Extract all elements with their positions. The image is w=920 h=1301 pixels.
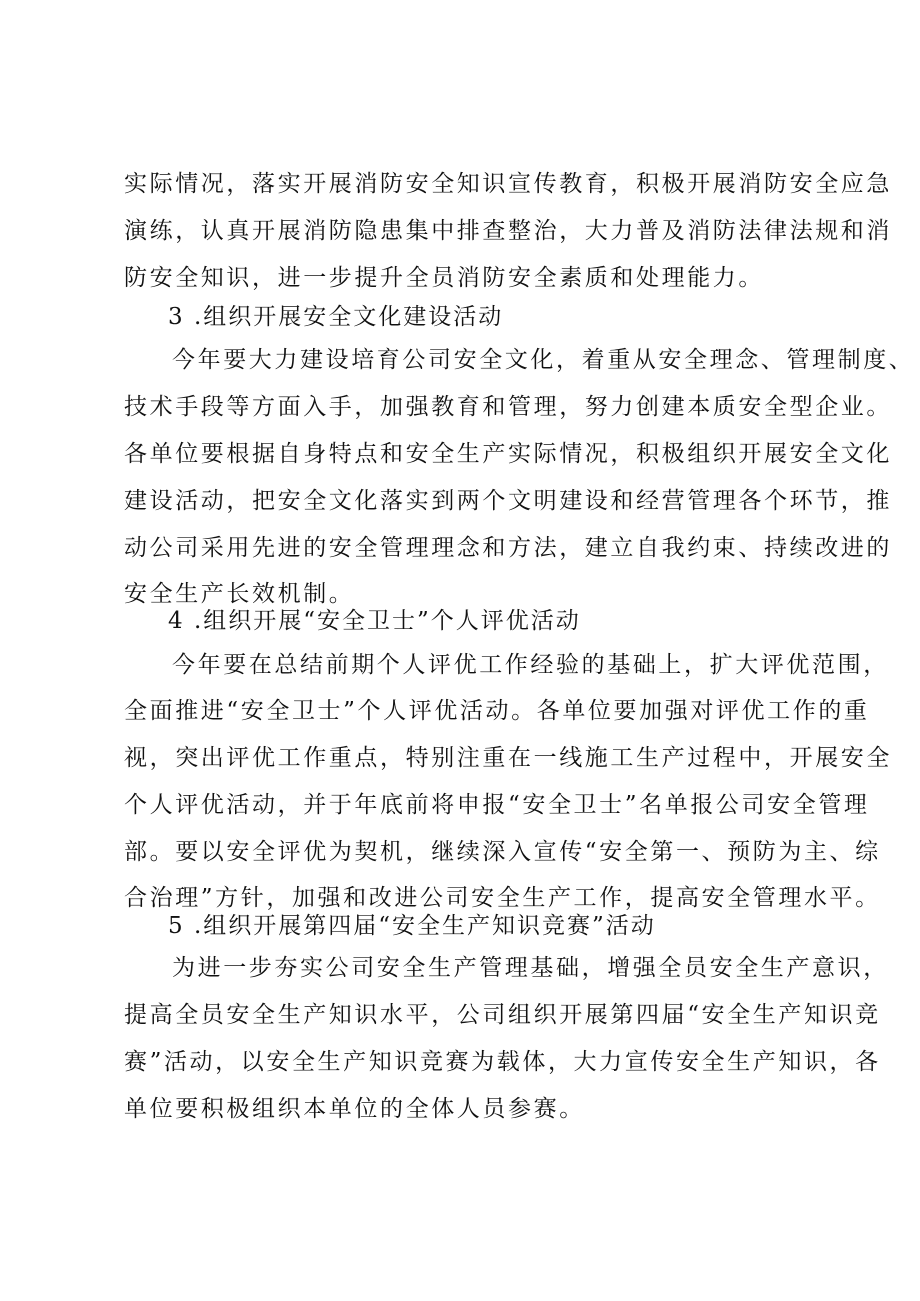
body-text-line: 提高全员安全生产知识水平，公司组织开展第四届“安全生产知识竞 — [124, 1002, 881, 1028]
body-text-line: 合治理”方针，加强和改进公司安全生产工作，提高安全管理水平。 — [124, 885, 881, 911]
section-heading-3: 3 .组织开展安全文化建设活动 — [168, 304, 504, 330]
body-text-line: 个人评优活动，并于年底前将申报“安全卫士”名单报公司安全管理 — [124, 792, 870, 818]
body-text-line: 动公司采用先进的安全管理理念和方法，建立自我约束、持续改进的 — [124, 535, 892, 561]
body-text-line: 各单位要根据自身特点和安全生产实际情况，积极组织开展安全文化 — [124, 441, 892, 467]
section-heading-5: 5 .组织开展第四届“安全生产知识竞赛”活动 — [168, 913, 656, 939]
body-text-line: 全面推进“安全卫士”个人评优活动。各单位要加强对评优工作的重 — [124, 698, 870, 724]
body-text-line: 演练，认真开展消防隐患集中排查整治，大力普及消防法律法规和消 — [124, 218, 892, 244]
body-text-line: 单位要积极组织本单位的全体人员参赛。 — [124, 1096, 585, 1122]
body-text-line: 建设活动，把安全文化落实到两个文明建设和经营管理各个环节，推 — [124, 488, 892, 514]
body-text-line: 视，突出评优工作重点，特别注重在一线施工生产过程中，开展安全 — [124, 745, 892, 771]
section-heading-4: 4 .组织开展“安全卫士”个人评优活动 — [168, 608, 581, 634]
body-text-line: 赛”活动，以安全生产知识竞赛为载体，大力宣传安全生产知识，各 — [124, 1049, 881, 1075]
body-text-line: 实际情况，落实开展消防安全知识宣传教育，积极开展消防安全应急 — [124, 171, 892, 197]
body-text-line: 今年要大力建设培育公司安全文化，着重从安全理念、管理制度、 — [172, 347, 915, 373]
body-text-line: 部。要以安全评优为契机，继续深入宣传“安全第一、预防为主、综 — [124, 839, 881, 865]
body-text-line: 技术手段等方面入手，加强教育和管理，努力创建本质安全型企业。 — [124, 394, 892, 420]
body-text-line: 安全生产长效机制。 — [124, 581, 355, 607]
body-text-line: 为进一步夯实公司安全生产管理基础，增强全员安全生产意识， — [172, 955, 889, 981]
body-text-line: 防安全知识，进一步提升全员消防安全素质和处理能力。 — [124, 265, 764, 291]
body-text-line: 今年要在总结前期个人评优工作经验的基础上，扩大评优范围， — [172, 652, 889, 678]
